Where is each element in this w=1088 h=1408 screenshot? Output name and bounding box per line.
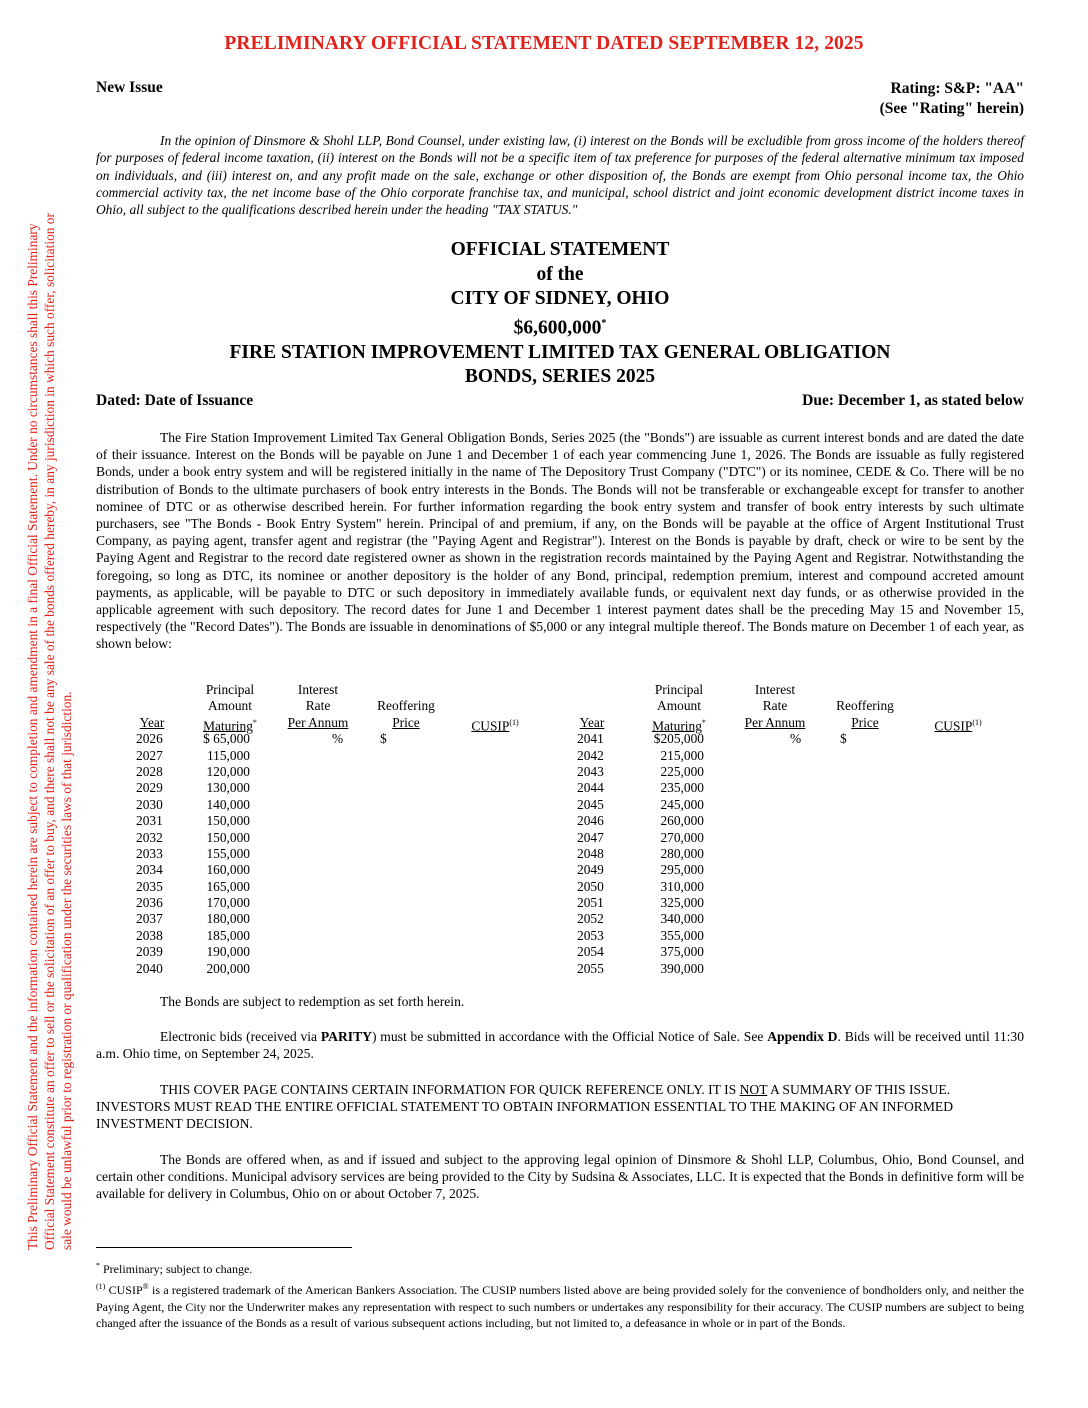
maturity-year: 2030 bbox=[136, 796, 163, 812]
maturity-amount: 170,000 bbox=[206, 895, 250, 911]
maturity-amount: 375,000 bbox=[660, 944, 704, 960]
maturity-amount: 180,000 bbox=[206, 911, 250, 927]
maturity-amount: 235,000 bbox=[660, 780, 704, 796]
maturity-year: 2055 bbox=[577, 960, 604, 976]
maturity-amount: 200,000 bbox=[206, 960, 250, 976]
redemption-paragraph: The Bonds are subject to redemption as set forth herein. bbox=[160, 994, 465, 1009]
col-header-price: Reoffering Price bbox=[836, 698, 894, 730]
parity-label: PARITY bbox=[320, 1029, 372, 1044]
title-series: BONDS, SERIES 2025 bbox=[464, 366, 656, 388]
side-disclaimer-line: This Preliminary Official Statement and the information contained herein are subject to completion and amendment in a final Official Statement. Under no circumstances shall this Preliminary bbox=[25, 223, 40, 1250]
col-header-year: Year bbox=[139, 715, 165, 730]
maturity-year: 2050 bbox=[577, 878, 604, 894]
maturity-amount: 160,000 bbox=[206, 862, 250, 878]
due-label: Due: December 1, as stated below bbox=[802, 392, 1024, 409]
col-header-rate: Interest Rate Per Annum bbox=[287, 682, 349, 730]
maturity-year: 2033 bbox=[136, 845, 163, 861]
not-emphasis: NOT bbox=[739, 1082, 768, 1097]
maturity-year: 2035 bbox=[136, 878, 163, 894]
maturity-year: 2053 bbox=[577, 927, 604, 943]
maturity-amount: 390,000 bbox=[660, 960, 704, 976]
maturity-year: 2051 bbox=[577, 895, 604, 911]
maturity-year: 2027 bbox=[136, 747, 163, 763]
preliminary-marker: * bbox=[601, 317, 607, 329]
maturity-amount: 260,000 bbox=[660, 813, 704, 829]
maturity-amount: 225,000 bbox=[660, 763, 704, 779]
maturity-amount: 140,000 bbox=[206, 796, 250, 812]
amounts-column-left bbox=[190, 731, 250, 977]
maturity-year: 2054 bbox=[577, 944, 604, 960]
amounts-column-right bbox=[644, 731, 704, 977]
title-amount-value: $6,600,000 bbox=[513, 317, 602, 339]
dated-label: Dated: Date of Issuance bbox=[96, 392, 254, 409]
maturity-year: 2042 bbox=[577, 747, 604, 763]
maturity-year: 2048 bbox=[577, 845, 604, 861]
maturity-amount: 325,000 bbox=[660, 895, 704, 911]
col-header-principal: Principal Amount Maturing* bbox=[652, 682, 706, 734]
maturity-year: 2029 bbox=[136, 780, 163, 796]
maturity-year: 2032 bbox=[136, 829, 163, 845]
tax-opinion-paragraph: In the opinion of Dinsmore & Shohl LLP, Bond Counsel, under existing law, (i) interest on the Bonds will be excludible from gross income of the holders thereof for purposes of federal income taxation, (ii) interest on the Bonds will not be a specific item of tax preference for purposes of the federal alternative minimum tax imposed on individuals, and (iii) interest on, and any profit made on the sale, exchange or other disposition of, the Bonds are exempt from Ohio personal income tax, the Ohio commercial activity tax, the net income base of the Ohio corporate franchise tax, and municipal, school district and joint economic development district income taxes in Ohio, all subject to the qualifications described herein under the heading "TAX STATUS." bbox=[96, 133, 1024, 218]
title-official-statement: OFFICIAL STATEMENT bbox=[450, 239, 670, 260]
col-header-year: Year bbox=[579, 715, 605, 730]
rate-cell: % bbox=[790, 731, 802, 747]
maturity-amount: 215,000 bbox=[660, 747, 704, 763]
title-city: CITY OF SIDNEY, OHIO bbox=[450, 288, 670, 310]
maturity-amount: 295,000 bbox=[660, 862, 704, 878]
col-header-price: Reoffering Price bbox=[377, 698, 435, 730]
maturity-amount: 155,000 bbox=[206, 845, 250, 861]
maturity-year: 2046 bbox=[577, 813, 604, 829]
rating-block bbox=[880, 79, 1024, 119]
years-column-right bbox=[577, 731, 617, 977]
electronic-bids-paragraph: Electronic bids (received via PARITY) must be submitted in accordance with the Official Notice of Sale. See Appendix D. Bids will be received until 11:30 a.m. Ohio time, on September 24, 2025. bbox=[96, 1029, 1024, 1062]
maturity-amount: 245,000 bbox=[660, 796, 704, 812]
maturity-amount: $ 65,000 bbox=[203, 731, 250, 747]
maturity-amount: 355,000 bbox=[660, 927, 704, 943]
col-header-principal: Principal Amount Maturing* bbox=[203, 682, 257, 734]
bond-description-paragraph: The Fire Station Improvement Limited Tax General Obligation Bonds, Series 2025 (the "Bonds") are issuable as current interest bonds and are dated the date of their issuance. Interest on the Bonds will be payable on June 1 and December 1 of each year commencing June 1, 2026. The Bonds are issuable as fully registered Bonds, under a book entry system and will be registered initially in the name of The Depository Trust Company ("DTC") or its nominee, CEDE & Co. There will be no distribution of Bonds to the ultimate purchasers of book entry interests in the Bonds. The Bonds will not be transferable or exchangeable except for transfer to another nominee of DTC or as otherwise described herein. For further information regarding the book entry system and transfer of book entry interests by such ultimate purchasers, see "The Bonds - Book Entry System" herein. Principal of and premium, if any, on the Bonds will be payable at the office of Argent Institutional Trust Company, as paying agent, transfer agent and registrar (the "Paying Agent and Registrar"). Interest on the Bonds is payable by draft, check or wire to be sent by the Paying Agent and Registrar to the record date registered owner as shown in the registration records maintained by the Paying Agent and Registrar. Notwithstanding the foregoing, so long as DTC, its nominee or another depository is the holder of any Bond, principal, redemption premium, interest and compound accreted amount payments, as applicable, will be payable to DTC or such depository in immediately available funds, or equivalent next day funds, or as otherwise provided in the applicable agreement with such depository. The record dates for June 1 and December 1 interest payment dates shall be the preceding May 15 and November 15, respectively (the "Record Dates"). The Bonds are issuable in denominations of $5,000 or any integral multiple thereof. The Bonds mature on December 1 of each year, as shown below: bbox=[96, 430, 1024, 652]
title-amount bbox=[0, 312, 1088, 341]
maturity-amount: 115,000 bbox=[206, 747, 250, 763]
maturity-amount: 150,000 bbox=[206, 813, 250, 829]
years-column-left bbox=[136, 731, 176, 977]
maturity-amount: $205,000 bbox=[653, 731, 704, 747]
rating-reference: (See "Rating" herein) bbox=[879, 100, 1024, 117]
new-issue-label: New Issue bbox=[96, 79, 163, 96]
maturity-amount: 150,000 bbox=[206, 829, 250, 845]
title-block bbox=[0, 238, 1088, 390]
maturity-year: 2044 bbox=[577, 780, 604, 796]
maturity-year: 2037 bbox=[136, 911, 163, 927]
maturity-year: 2045 bbox=[577, 796, 604, 812]
preliminary-banner: PRELIMINARY OFFICIAL STATEMENT DATED SEPTEMBER 12, 2025 bbox=[224, 33, 864, 54]
col-header-cusip: CUSIP$^{(1)}$ bbox=[934, 717, 982, 734]
cover-page-notice: THIS COVER PAGE CONTAINS CERTAIN INFORMATION FOR QUICK REFERENCE ONLY. IT IS NOT A SUMMARY OF THIS ISSUE. INVESTORS MUST READ THE ENTIRE OFFICIAL STATEMENT TO OBTAIN INFORMATION ESSENTIAL TO THE MAKING OF AN INFORMED INVESTMENT DECISION. bbox=[96, 1082, 954, 1132]
maturity-year: 2036 bbox=[136, 895, 163, 911]
rating-line: Rating: S&P: "AA" bbox=[890, 80, 1024, 97]
col-header-rate: Interest Rate Per Annum bbox=[744, 682, 806, 730]
maturity-amount: 340,000 bbox=[660, 911, 704, 927]
maturity-year: 2049 bbox=[577, 862, 604, 878]
maturity-year: 2028 bbox=[136, 763, 163, 779]
title-of-the: of the bbox=[536, 263, 584, 285]
maturity-year: 2034 bbox=[136, 862, 163, 878]
price-cell: $ bbox=[380, 731, 387, 747]
side-disclaimer-line: sale would be unlawful prior to registration or qualification under the securities laws of that jurisdiction. bbox=[59, 691, 74, 1250]
maturity-amount: 280,000 bbox=[660, 845, 704, 861]
maturity-amount: 120,000 bbox=[206, 763, 250, 779]
col-header-cusip: CUSIP$^{(1)}$ bbox=[471, 717, 519, 734]
maturity-amount: 165,000 bbox=[206, 878, 250, 894]
title-bond-name: FIRE STATION IMPROVEMENT LIMITED TAX GENERAL OBLIGATION bbox=[229, 341, 891, 363]
maturity-year: 2038 bbox=[136, 927, 163, 943]
rate-cell: % bbox=[332, 731, 344, 747]
maturity-year: 2047 bbox=[577, 829, 604, 845]
maturity-amount: 270,000 bbox=[660, 829, 704, 845]
maturity-amount: 185,000 bbox=[206, 927, 250, 943]
maturity-year: 2041 bbox=[577, 731, 604, 747]
maturity-year: 2026 bbox=[136, 731, 163, 747]
maturity-year: 2039 bbox=[136, 944, 163, 960]
footnote-preliminary: * Preliminary; subject to change. bbox=[96, 1261, 253, 1276]
offering-paragraph: The Bonds are offered when, as and if issued and subject to the approving legal opinion of Dinsmore & Shohl LLP, Columbus, Ohio, Bond Counsel, and certain other conditions. Municipal advisory services are being provided to the City by Sudsina & Associates, LLC. It is expected that the Bonds in definitive form will be available for delivery in Columbus, Ohio on or about October 7, 2025. bbox=[96, 1152, 1024, 1202]
maturity-amount: 130,000 bbox=[206, 780, 250, 796]
footnote-cusip: $^{(1)}$ CUSIP® is a registered trademark of the American Bankers Association. The CUSIP numbers listed above are being provided solely for the convenience of bondholders only, and neither the Paying Agent, the City nor the Underwriter makes any representation with respect to such numbers or undertakes any responsibility for their accuracy. The CUSIP numbers are subject to being changed after the issuance of the Bonds as a result of various subsequent actions including, but not limited to, a defeasance in whole or in part of the Bonds. bbox=[96, 1282, 1024, 1330]
maturity-amount: 310,000 bbox=[660, 878, 704, 894]
footnote-divider bbox=[96, 1247, 352, 1248]
maturity-year: 2031 bbox=[136, 813, 163, 829]
side-disclaimer-line: Official Statement constitute an offer to sell or the solicitation of an offer to buy, and there shall not be any sale of the bonds offered hereby, in any jurisdiction in which such offer, solicitation or bbox=[42, 213, 57, 1250]
maturity-year: 2040 bbox=[136, 960, 163, 976]
price-cell: $ bbox=[840, 731, 847, 747]
appendix-d-reference: Appendix D bbox=[767, 1029, 838, 1044]
maturity-amount: 190,000 bbox=[206, 944, 250, 960]
maturity-year: 2043 bbox=[577, 763, 604, 779]
maturity-year: 2052 bbox=[577, 911, 604, 927]
